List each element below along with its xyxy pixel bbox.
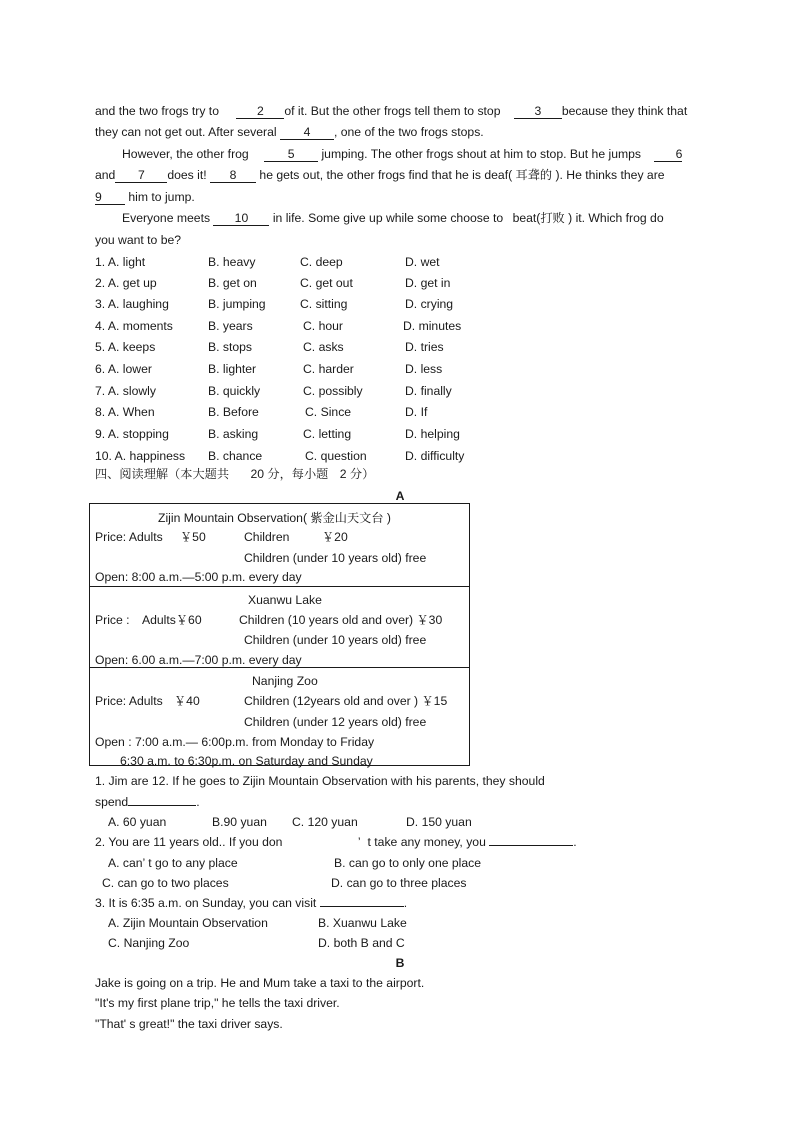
cloze-line-6: [122, 210, 664, 226]
option-row-2: [95, 275, 595, 291]
ad-price-adult: Adults￥60: [142, 613, 202, 627]
blank-9: 9: [95, 190, 125, 205]
question-2-options-row-2: [102, 875, 602, 891]
option-c: C. possibly: [303, 384, 363, 398]
option-a: 8. A. When: [95, 405, 155, 419]
option-d: D. can go to three places: [331, 876, 467, 890]
blank-6: 6: [654, 147, 682, 162]
option-d: D. 150 yuan: [406, 815, 472, 829]
option-row-8: [95, 404, 595, 420]
ad-price-free: Children (under 10 years old) free: [244, 633, 427, 647]
cloze-text: in life. Some give up while some choose to: [272, 211, 504, 225]
cloze-line-1: [95, 103, 687, 119]
answer-blank: [128, 805, 196, 806]
ad-price-label: Price: Adults: [95, 530, 163, 544]
ad-price-child-label: Children: [244, 530, 290, 544]
ad-price-free: Children (under 12 years old) free: [244, 715, 427, 729]
cloze-line-2: [95, 124, 484, 140]
option-c: C. question: [305, 449, 367, 463]
option-b: B. Before: [208, 405, 259, 419]
option-c: C. asks: [303, 340, 344, 354]
cloze-text: they can not get out. After several: [95, 125, 277, 139]
blank-5: 5: [264, 147, 318, 162]
blank-3: 3: [514, 104, 562, 119]
option-row-7: [95, 383, 595, 399]
option-d: D. both B and C: [318, 936, 405, 950]
question-text: spend: [95, 795, 129, 809]
cloze-text: , one of the two frogs stops.: [333, 125, 484, 139]
passage-b-line-3: "That' s great!" the taxi driver says.: [95, 1017, 283, 1031]
cloze-text: However, the other frog: [122, 147, 249, 161]
ad-price-child: Children (12years old and over ) ￥15: [244, 694, 448, 708]
option-d: D. tries: [405, 340, 444, 354]
question-text: t take any money, you: [367, 835, 486, 849]
ad-price-free: Children (under 10 years old) free: [244, 551, 427, 565]
option-b: B. lighter: [208, 362, 257, 376]
cloze-text: 耳聋的 ). He thinks they are: [515, 168, 665, 182]
option-d: D. crying: [405, 297, 454, 311]
question-2-stem: 2. You are 11 years old.. If you don ’ t take any money, you .: [95, 835, 577, 849]
option-d: D. finally: [405, 384, 452, 398]
option-b: B. asking: [208, 427, 259, 441]
option-row-6: [95, 361, 595, 377]
question-3-options-row-1: [108, 915, 608, 931]
option-c: C. can go to two places: [102, 876, 229, 890]
question-text: ’: [357, 835, 361, 849]
ad-open-hours: Open: 6.00 a.m.—7:00 p.m. every day: [95, 653, 302, 667]
option-a: A. 60 yuan: [108, 815, 167, 829]
cloze-line-3: [122, 146, 682, 162]
question-3-stem: 3. It is 6:35 a.m. on Sunday, you can visit .: [95, 896, 408, 910]
cloze-line-4: [95, 167, 665, 183]
option-c: C. Since: [305, 405, 352, 419]
blank-4: 4: [280, 125, 334, 140]
ad-title: Xuanwu Lake: [248, 593, 322, 607]
option-c: C. 120 yuan: [292, 815, 358, 829]
cloze-text: jumping. The other frogs shout at him to stop. But he jumps: [321, 147, 641, 161]
option-b: B. Xuanwu Lake: [318, 916, 407, 930]
ad-price-label: Price :: [95, 613, 130, 627]
answer-blank: [489, 845, 573, 846]
ad-price-child: Children (10 years old and over) ￥30: [239, 613, 443, 627]
option-a: 10. A. happiness: [95, 449, 186, 463]
option-c: C. hour: [303, 319, 343, 333]
option-c: C. Nanjing Zoo: [108, 936, 190, 950]
cloze-text: and the two frogs try to: [95, 104, 219, 118]
blank-10: 10: [213, 211, 269, 226]
option-row-4: [95, 318, 595, 334]
ad-price-label: Price: Adults: [95, 694, 163, 708]
ad-zijin: [90, 504, 469, 586]
ad-price-child: ￥20: [322, 530, 348, 544]
blank-7: 7: [115, 168, 167, 183]
option-b: B. heavy: [208, 255, 256, 269]
cloze-text: does it!: [167, 168, 207, 182]
option-a: 1. A. light: [95, 255, 146, 269]
option-a: 4. A. moments: [95, 319, 173, 333]
option-c: C. harder: [303, 362, 354, 376]
option-a: 2. A. get up: [95, 276, 157, 290]
question-1-stem-cont: spend .: [95, 795, 200, 809]
option-d: D. helping: [405, 427, 460, 441]
cloze-text: and: [95, 168, 116, 182]
option-c: C. sitting: [300, 297, 348, 311]
option-d: D. If: [405, 405, 428, 419]
notice-table: [89, 503, 470, 766]
question-2-options-row-1: [108, 855, 608, 871]
option-c: C. letting: [303, 427, 352, 441]
cloze-text: him to jump.: [128, 190, 195, 204]
cloze-text: because they think that: [561, 104, 688, 118]
ad-open-hours: Open : 7:00 a.m.— 6:00p.m. from Monday to Friday: [95, 735, 375, 749]
option-b: B. get on: [208, 276, 257, 290]
option-row-1: [95, 254, 595, 270]
option-d: D. minutes: [403, 319, 462, 333]
option-c: C. get out: [300, 276, 353, 290]
option-b: B. jumping: [208, 297, 266, 311]
option-a: A. can’ t go to any place: [108, 856, 238, 870]
ad-title: Zijin Mountain Observation( 紫金山天文台 ): [158, 511, 391, 525]
cloze-text: Everyone meets: [122, 211, 211, 225]
option-b: B. years: [208, 319, 253, 333]
question-text: 2. You are 11 years old.. If you don: [95, 835, 283, 849]
cloze-line-7: [95, 232, 181, 248]
cloze-line-5: [95, 189, 195, 205]
option-row-3: [95, 296, 595, 312]
ad-price-adult: ￥50: [180, 530, 206, 544]
option-d: D. less: [405, 362, 443, 376]
question-1-stem: 1. Jim are 12. If he goes to Zijin Mountain Observation with his parents, they should: [95, 774, 545, 788]
option-a: 7. A. slowly: [95, 384, 156, 398]
option-row-10: [95, 448, 595, 464]
ad-xuanwu: [90, 586, 469, 668]
blank-2: 2: [236, 104, 284, 119]
option-b: B.90 yuan: [212, 815, 267, 829]
cloze-text: of it. But the other frogs tell them to stop: [284, 104, 501, 118]
ad-zoo: [90, 667, 469, 766]
cloze-text: he gets out, the other frogs find that he is deaf(: [259, 168, 513, 182]
option-d: D. difficulty: [405, 449, 465, 463]
option-d: D. wet: [405, 255, 440, 269]
ad-price-adult: ￥40: [174, 694, 200, 708]
option-b: B. chance: [208, 449, 263, 463]
question-3-options-row-2: [108, 935, 608, 951]
section-heading: [95, 466, 374, 482]
passage-a-label: A: [395, 489, 405, 503]
section-heading-part: 20 分，每小题: [250, 467, 329, 481]
option-d: D. get in: [405, 276, 451, 290]
option-a: 9. A. stopping: [95, 427, 169, 441]
section-heading-part: 2 分）: [339, 467, 375, 481]
passage-b-line-1: Jake is going on a trip. He and Mum take a taxi to the airport.: [95, 976, 425, 990]
option-c: C. deep: [300, 255, 343, 269]
blank-8: 8: [210, 168, 256, 183]
passage-b-label: B: [395, 956, 405, 970]
passage-b-line-2: "It's my first plane trip," he tells the taxi driver.: [95, 996, 340, 1010]
section-heading-part: 四、阅读理解（本大题共: [95, 467, 230, 481]
option-row-5: [95, 339, 595, 355]
option-row-9: [95, 426, 595, 442]
option-b: B. quickly: [208, 384, 261, 398]
option-a: 6. A. lower: [95, 362, 152, 376]
option-a: 3. A. laughing: [95, 297, 169, 311]
option-b: B. can go to only one place: [334, 856, 482, 870]
ad-open-hours: Open: 8:00 a.m.—5:00 p.m. every day: [95, 570, 302, 584]
ad-open-hours-weekend: 6:30 a.m. to 6:30p.m. on Saturday and Sunday: [120, 754, 373, 768]
option-b: B. stops: [208, 340, 253, 354]
option-a: 5. A. keeps: [95, 340, 156, 354]
cloze-text: beat(打败 ) it. Which frog do: [512, 211, 664, 225]
question-text: 3. It is 6:35 a.m. on Sunday, you can visit: [95, 896, 317, 910]
answer-blank: [320, 906, 404, 907]
question-1-options: [108, 814, 608, 830]
ad-title: Nanjing Zoo: [252, 674, 318, 688]
option-a: A. Zijin Mountain Observation: [108, 916, 268, 930]
cloze-text: you want to be?: [95, 233, 182, 247]
